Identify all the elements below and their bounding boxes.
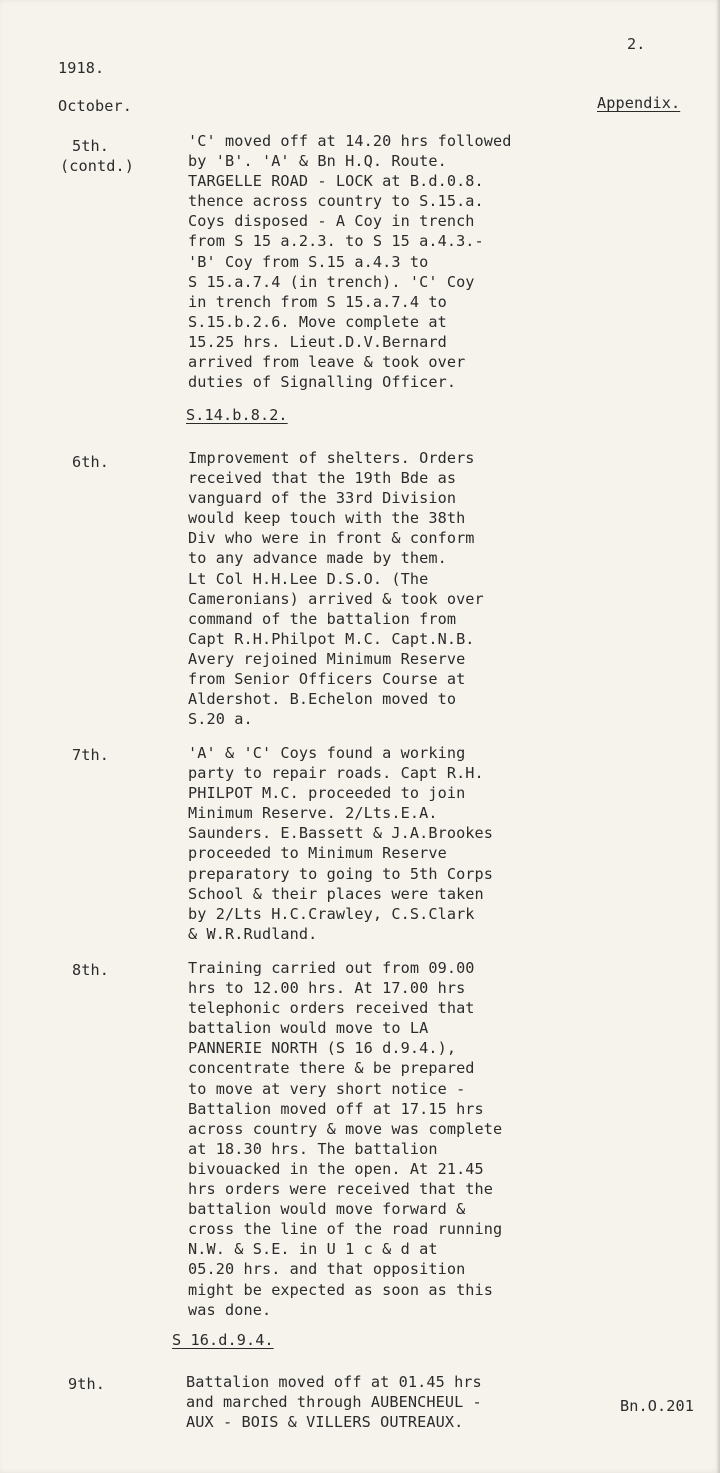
appendix-heading: Appendix. <box>597 94 681 112</box>
page-number: 2. <box>627 35 646 53</box>
text-line: party to repair roads. Capt R.H. <box>188 764 484 783</box>
text-line: by 'B'. 'A' & Bn H.Q. Route. <box>188 152 447 171</box>
text-line: received that the 19th Bde as <box>188 469 457 488</box>
text-line: Lt Col H.H.Lee D.S.O. (The <box>188 569 429 588</box>
text-line: & W.R.Rudland. <box>188 924 318 943</box>
text-line: proceeded to Minimum Reserve <box>188 844 447 863</box>
text-line: thence across country to S.15.a. <box>188 192 484 211</box>
entry-date-5th: 5th. <box>72 137 109 155</box>
text-line: arrived from leave & took over <box>188 353 466 372</box>
text-line: N.W. & S.E. in U 1 c & d at <box>188 1240 438 1259</box>
text-line: vanguard of the 33rd Division <box>188 489 457 508</box>
text-line: might be expected as soon as this <box>188 1280 494 1299</box>
text-line: 'B' Coy from S.15 a.4.3 to <box>188 252 429 271</box>
text-line: hrs to 12.00 hrs. At 17.00 hrs <box>188 979 466 998</box>
entry-date-9th: 9th. <box>68 1375 105 1393</box>
text-line: TARGELLE ROAD - LOCK at B.d.0.8. <box>188 172 484 191</box>
text-line: Aldershot. B.Echelon moved to <box>188 690 457 709</box>
page-edge-shadow <box>716 0 720 1473</box>
text-line: Capt R.H.Philpot M.C. Capt.N.B. <box>188 629 475 648</box>
entry-date-8th: 8th. <box>72 961 109 979</box>
text-line: AUX - BOIS & VILLERS OUTREAUX. <box>186 1413 464 1432</box>
text-line: telephonic orders received that <box>188 999 475 1018</box>
entry-date-6th: 6th. <box>72 453 109 471</box>
text-line: battalion would move forward & <box>188 1200 466 1219</box>
location-marker: S 16.d.9.4. <box>172 1331 274 1349</box>
entry-text-8th <box>188 958 502 1320</box>
text-line: 'C' moved off at 14.20 hrs followed <box>188 132 512 150</box>
text-line: Improvement of shelters. Orders <box>188 449 475 467</box>
text-line: preparatory to going to 5th Corps <box>188 864 494 883</box>
text-line: Avery rejoined Minimum Reserve <box>188 649 466 668</box>
text-line: battalion would move to LA <box>188 1019 429 1038</box>
text-line: S.20 a. <box>188 710 253 729</box>
entry-text-7th <box>188 743 493 944</box>
entry-text-6th <box>188 448 484 729</box>
text-line: by 2/Lts H.C.Crawley, C.S.Clark <box>188 904 475 923</box>
text-line: concentrate there & be prepared <box>188 1059 475 1078</box>
text-line: Coys disposed - A Coy in trench <box>188 212 475 231</box>
entry-date-continued: (contd.) <box>60 157 134 175</box>
text-line: at 18.30 hrs. The battalion <box>188 1139 438 1158</box>
text-line: S 15.a.7.4 (in trench). 'C' Coy <box>188 272 475 291</box>
text-line: Battalion moved off at 17.15 hrs <box>188 1099 484 1118</box>
entry-date-7th: 7th. <box>72 746 109 764</box>
month-heading: October. <box>58 97 132 115</box>
text-line: command of the battalion from <box>188 609 457 628</box>
text-line: would keep touch with the 38th <box>188 509 466 528</box>
text-line: PHILPOT M.C. proceeded to join <box>188 784 466 803</box>
text-line: Saunders. E.Bassett & J.A.Brookes <box>188 824 494 843</box>
order-reference: Bn.O.201 <box>620 1397 694 1415</box>
text-line: across country & move was complete <box>188 1119 503 1138</box>
location-marker: S.14.b.8.2. <box>186 406 288 424</box>
text-line: to move at very short notice - <box>188 1079 466 1098</box>
year-heading: 1918. <box>58 59 105 77</box>
text-line: bivouacked in the open. At 21.45 <box>188 1159 484 1178</box>
text-line: cross the line of the road running <box>188 1220 503 1239</box>
text-line: Div who were in front & conform <box>188 529 475 548</box>
text-line: from Senior Officers Course at <box>188 670 466 689</box>
text-line: hrs orders were received that the <box>188 1180 494 1199</box>
text-line: PANNERIE NORTH (S 16 d.9.4.), <box>188 1039 457 1058</box>
text-line: School & their places were taken <box>188 884 484 903</box>
text-line: to any advance made by them. <box>188 549 447 568</box>
text-line: Cameronians) arrived & took over <box>188 589 484 608</box>
entry-text-9th <box>186 1372 482 1432</box>
text-line: from S 15 a.2.3. to S 15 a.4.3.- <box>188 232 484 251</box>
text-line: duties of Signalling Officer. <box>188 373 457 392</box>
text-line: 15.25 hrs. Lieut.D.V.Bernard <box>188 332 447 351</box>
text-line: Training carried out from 09.00 <box>188 959 475 977</box>
text-line: was done. <box>188 1300 272 1319</box>
text-line: 05.20 hrs. and that opposition <box>188 1260 466 1279</box>
entry-text-5th <box>188 131 512 392</box>
text-line: and marched through AUBENCHEUL - <box>186 1393 482 1412</box>
text-line: Minimum Reserve. 2/Lts.E.A. <box>188 804 438 823</box>
text-line: Battalion moved off at 01.45 hrs <box>186 1373 482 1391</box>
text-line: S.15.b.2.6. Move complete at <box>188 312 447 331</box>
text-line: 'A' & 'C' Coys found a working <box>188 744 466 762</box>
text-line: in trench from S 15.a.7.4 to <box>188 292 447 311</box>
